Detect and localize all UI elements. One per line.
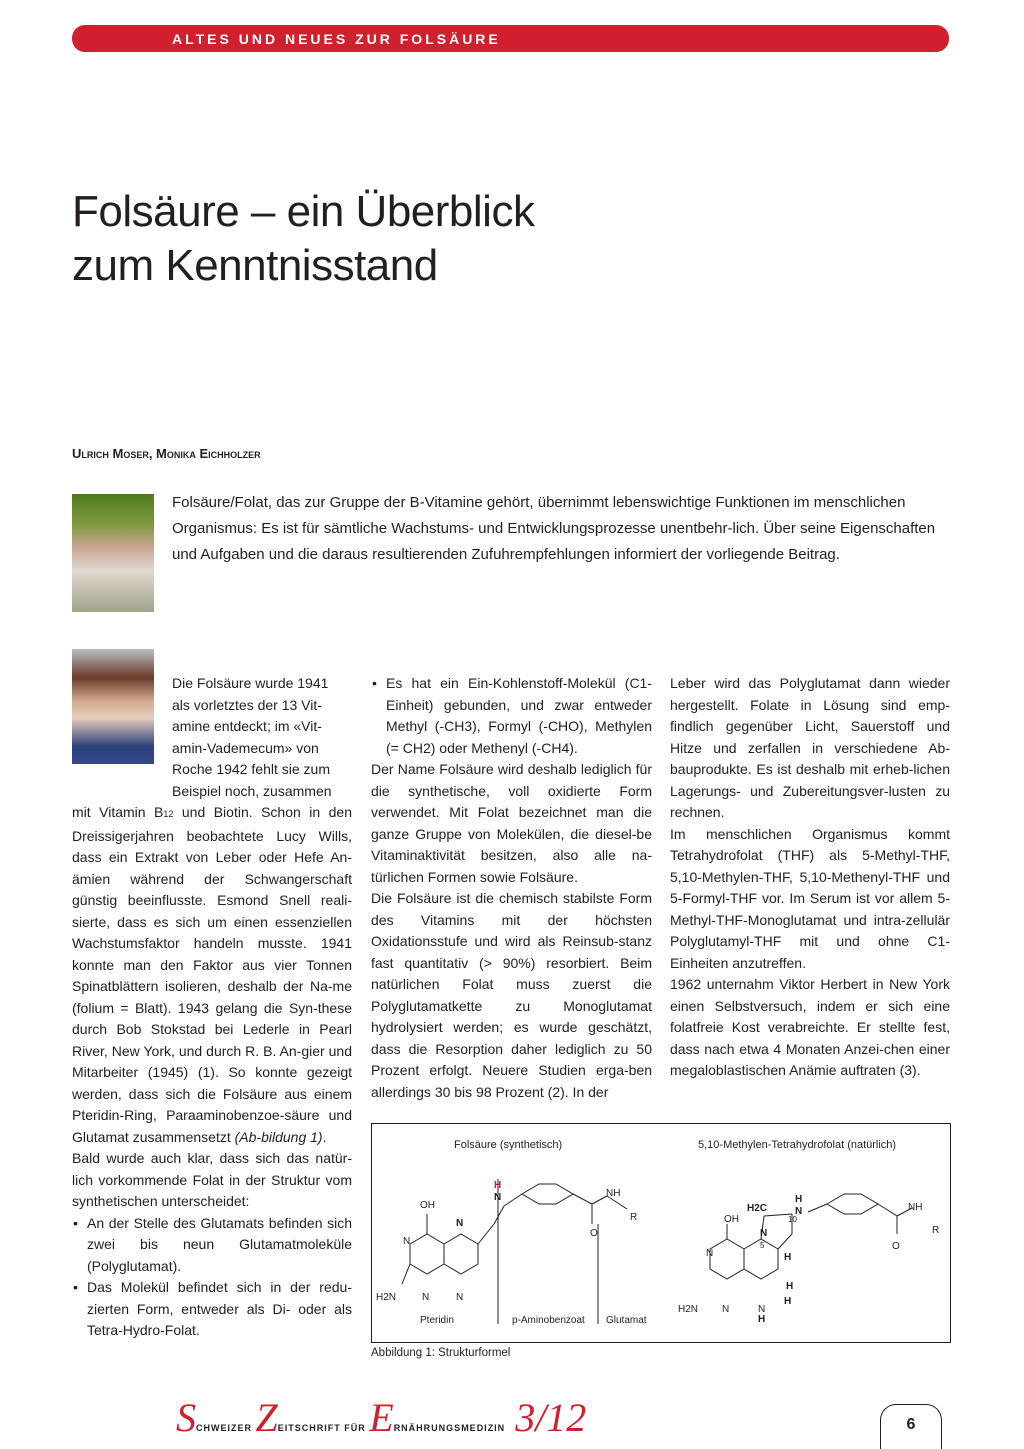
bond [592,1196,607,1204]
bond [402,1264,410,1284]
benzene-ring [522,1184,573,1204]
atom-label: O [590,1228,598,1239]
atom-label: OH [420,1200,435,1211]
atom-label: R [932,1225,940,1236]
text-line: Roche 1942 fehlt sie zum [172,761,330,777]
folic-acid-structure [402,1179,627,1324]
bond [478,1224,494,1244]
atom-label: 5 [760,1241,765,1250]
bond [808,1204,827,1212]
paragraph: Der Name Folsäure wird deshalb lediglich für die synthetische, voll oxidierte Form verwendet. Mit Folat bezeichnet man die ganze Gruppe von Molekülen, die diesel-be Vitaminaktivität besitzen, also alle na-türlichen Formen sowie Folsäure. [371,761,652,885]
atom-label: N [795,1206,803,1217]
bond [573,1194,592,1204]
pteridine-ring-a [710,1239,744,1279]
list-item: • Das Molekül befindet sich in der redu-zierten Form, entweder als Di- oder als Tetra-Hydro-Folat. [72,1277,352,1342]
atom-label: H [758,1314,766,1325]
atom-label: NH [908,1202,923,1213]
paragraph: Im menschlichen Organismus kommt Tetrahydrofolat (THF) als 5-Methyl-THF, 5,10-Methylen-THF, 5,10-Methenyl-THF und 5-Formyl-THF vor. Im Serum ist vor allem 5-Methyl-THF-Monoglutamat und intra-zellulär Polyglutamyl-THF mit und ohne C1-Einheiten anzutreffen. [670,825,950,971]
atom-label: H [784,1296,792,1307]
paragraph: Die Folsäure ist die chemisch stabilste Form des Vitamins mit der höchsten Oxidationsstufe und wird als Reinsub-stanz fast quantitativ (> 90%) resorbiert. Beim natürlichen Folat muss zuerst die Polyglutamatkette zu Monoglutamat hydrolysiert werden; es wurde geschätzt, dass die Resorption daher lediglich zu 50 Prozent erfolgt. Neuere Studien erga-ben allerdings 30 bis 98 Prozent (2). In der [371,890,652,1100]
bullet-list [371,673,652,759]
figure-right-title: 5,10-Methylen-Tetrahydrofolat (natürlich) [698,1139,897,1151]
atom-label: H [494,1180,502,1191]
paragraph [72,802,352,1148]
methylene-thf-labels [678,1194,939,1325]
section-banner [72,25,949,52]
text-line: Beispiel noch, zusammen [172,782,332,799]
atom-label: N [722,1304,730,1315]
segment-label: Pteridin [420,1315,454,1326]
page-number: 6 [880,1404,942,1449]
issue-number: 3/12 [515,1395,587,1440]
pteridine-ring-a [410,1234,444,1274]
bond [778,1234,792,1249]
atom-label: N [422,1292,430,1303]
journal-logo [176,1395,587,1448]
article-title [72,185,534,293]
text-span: mit Vitamin B [72,804,164,820]
text-column-3 [670,673,950,1082]
logo-word: EITSCHRIFT FÜR [277,1423,370,1433]
article-title-line-1: Folsäure – ein Überblick [72,187,535,236]
bullet-list [72,1213,352,1342]
atom-label: H [784,1252,792,1263]
atom-label: N [456,1292,464,1303]
bond [494,1206,504,1224]
atom-label: H2C [747,1203,768,1214]
structure-figure [371,1123,951,1343]
folic-acid-labels [376,1180,647,1326]
text-line: amine entdeckt; im «Vit- [172,718,322,734]
paragraph: 1962 unternahm Viktor Herbert in New York einen Selbstversuch, indem er sich eine folatfreie Kost verabreichte. Er stellte fest, dass nach etwa 4 Monaten Anzei-chen einer megaloblastischen Anämie auftraten (3). [670,976,950,1078]
bond [504,1194,522,1206]
atom-label: N [456,1218,464,1229]
logo-letter: E [369,1395,394,1440]
text-line: als vorletztes der 13 Vit- [172,696,322,713]
indented-paragraph-start [172,673,352,802]
atom-label: H [795,1194,803,1205]
atom-label: N [760,1228,768,1239]
article-lead: Folsäure/Folat, das zur Gruppe der B-Vitamine gehört, übernimmt lebenswichtige Funktionen im menschlichen Organismus: Es ist für sämtliche Wachstums- und Entwicklungsprozesse unentbehr-lich. Über seine Eigenschaften und Aufgaben und die daraus resultierenden Zufuhrempfehlungen informiert der vorliegende Beitrag. [172,494,936,563]
text-line: amin-Vademecum» von [172,739,319,756]
structure-diagram [372,1124,950,1342]
atom-label: OH [724,1214,739,1225]
atom-label: H2N [376,1292,397,1303]
atom-label: H2N [678,1304,699,1315]
atom-label: N [494,1192,502,1203]
logo-letter: S [176,1395,196,1440]
text-line: Die Folsäure wurde 1941 [172,675,329,691]
methylene-thf-structure [710,1194,912,1279]
pteridine-ring-b [444,1234,478,1274]
text-column-2 [371,673,652,1103]
subscript: 12 [163,809,174,819]
segment-label: p-Aminobenzoat [512,1315,585,1326]
figure-caption: Abbildung 1: Strukturformel [371,1347,511,1359]
section-banner-label: ALTES UND NEUES ZUR FOLSÄURE [172,31,501,47]
logo-word: RNÄHRUNGSMEDIZIN [393,1423,506,1433]
atom-label: N [706,1248,714,1259]
segment-label: Glutamat [606,1315,647,1326]
logo-letter: Z [255,1395,278,1440]
atom-label: O [892,1241,900,1252]
figure-left-title: Folsäure (synthetisch) [454,1139,563,1151]
atom-label: N [758,1304,766,1315]
text-column-1 [72,673,352,1342]
paragraph: Bald wurde auch klar, dass sich das natür-lich vorkommende Folat in der Struktur vom synthetischen unterscheidet: [72,1150,352,1209]
atom-label: NH [606,1188,621,1199]
bond [878,1204,897,1216]
atom-label: N [403,1236,411,1247]
logo-word: CHWEIZER [196,1423,256,1433]
text-span: . [322,1128,327,1145]
list-item: • An der Stelle des Glutamats befinden sich zwei bis neun Glutamatmoleküle (Polyglutamat). [72,1213,352,1278]
benzene-ring [827,1194,878,1214]
list-item: • Es hat ein Ein-Kohlenstoff-Molekül (C1-Einheit) gebunden, und zwar entweder Methyl (-CH3), Formyl (-CHO), Methylen (= CH2) oder Methenyl (-CH4). [371,673,652,759]
article-authors: Ulrich Moser, Monika Eichholzer [72,446,261,461]
atom-label: 10 [788,1215,797,1224]
article-title-line-2: zum Kenntnisstand [72,241,438,290]
author-photo-moser [72,494,154,612]
atom-label: H [786,1281,794,1292]
text-span: und Biotin. Schon in den Dreissigerjahren beobachtete Lucy Wills, dass ein Extrakt von Leber oder Hefe An-ämien während der Schwangerschaft günstig beeinflusste. Esmond Snell reali-sierte, dass es sich um einen essenziellen Wachstumsfaktor handeln musste. 1941 konnte man den Faktor aus vier Tonnen Spinatblättern isolieren, deshalb der Na-me (folium = Blatt). 1943 gelang die Syn-these durch Bob Stokstad bei Lederle in Pearl River, New York, und durch R. B. An-gier und Mitarbeiter (1945) (1). So konnte gezeigt werden, dass sich die Folsäure aus einem Pteridin-Ring, Paraaminobenzoe-säure und Glutamat zusammensetzt [72,804,352,1145]
paragraph: Leber wird das Polyglutamat dann wieder hergestellt. Folate in Lösung sind emp-findlich gegenüber Licht, Sauerstoff und Hitze und zerfallen in verschiedene Ab-bauprodukte. Es ist deshalb mit erheb-lichen Lagerungs- und Zubereitungsver-lusten zu rechnen. [670,675,950,820]
atom-label: R [630,1212,638,1223]
figure-reference: (Ab-bildung 1) [234,1128,323,1145]
